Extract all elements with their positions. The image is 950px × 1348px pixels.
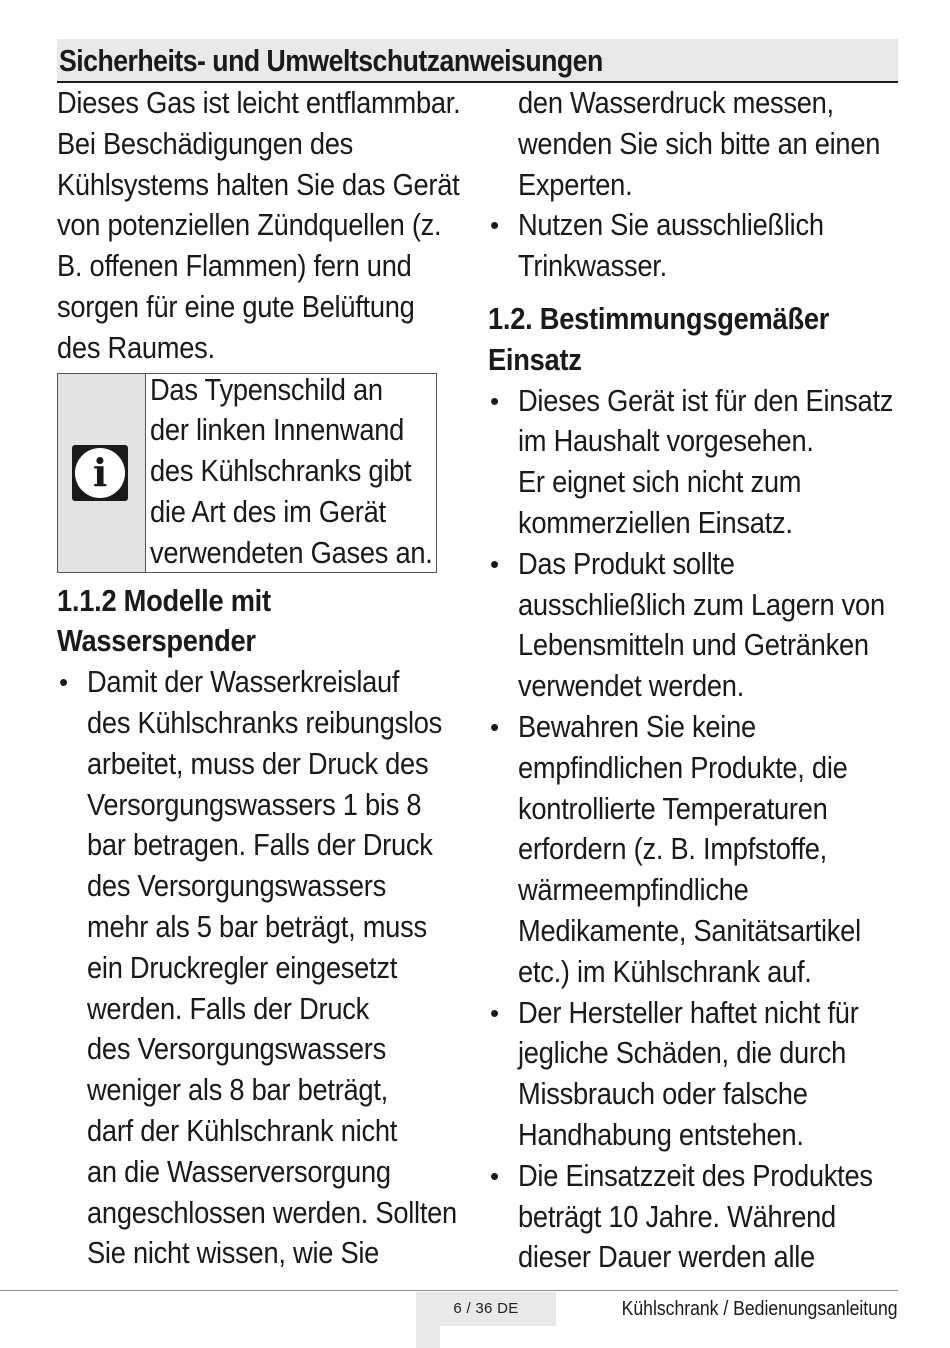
text-line: des Versorgungswassers <box>87 868 386 904</box>
text-line: jegliche Schäden, die durch <box>518 1035 847 1071</box>
page-title: Sicherheits- und Umweltschutzanweisungen <box>59 43 603 78</box>
text-line: von potenziellen Zündquellen (z. <box>57 207 442 243</box>
section-header-bar <box>57 39 898 83</box>
page-tab-stub <box>416 1326 440 1348</box>
text-line: etc.) im Kühlschrank auf. <box>518 953 812 989</box>
text-line: bar betragen. Falls der Druck <box>87 827 433 863</box>
note-line: Das Typenschild an <box>150 371 383 407</box>
note-line: des Kühlschranks gibt <box>150 453 412 489</box>
text-line: Experten. <box>518 166 633 202</box>
note-line: verwendeten Gases an. <box>150 534 433 570</box>
text-line: an die Wasserversorgung <box>87 1153 391 1189</box>
list-item <box>488 381 908 544</box>
text-line: erfordern (z. B. Impfstoffe, <box>518 831 827 867</box>
text-line: Dieses Gas ist leicht entflammbar. <box>57 85 461 120</box>
text-line: • Bewahren Sie keine <box>518 708 756 744</box>
text-line: den Wasserdruck messen, <box>518 85 834 120</box>
list-item <box>488 707 908 993</box>
left-column <box>57 83 475 1274</box>
text-line: des Raumes. <box>57 329 215 365</box>
text-line: Versorgungswassers 1 bis 8 <box>87 786 422 822</box>
info-icon <box>72 445 128 501</box>
intro-paragraph <box>57 83 475 369</box>
text-line: verwendet werden. <box>518 668 745 704</box>
text-line: weniger als 8 bar beträgt, <box>87 1072 388 1108</box>
text-line: • Das Produkt sollte <box>518 545 735 581</box>
text-line: Lebensmitteln und Getränken <box>518 627 869 663</box>
note-icon-cell <box>58 374 146 572</box>
text-line: • Die Einsatzzeit des Produktes <box>518 1157 873 1193</box>
section-heading-water-dispenser <box>57 581 475 663</box>
text-line: wärmeempfindliche <box>518 872 749 908</box>
text-line: • Damit der Wasserkreislauf <box>87 664 400 700</box>
text-line: werden. Falls der Druck <box>87 990 369 1026</box>
text-line: Kühlsystems halten Sie das Gerät <box>57 166 460 202</box>
footer-manual-title: Kühlschrank / Bedienungsanleitung <box>622 1298 898 1320</box>
text-line: empfindlichen Produkte, die <box>518 749 848 785</box>
text-line: sorgen für eine gute Belüftung <box>57 288 415 324</box>
text-line: ein Druckregler eingesetzt <box>87 949 398 985</box>
note-line: der linken Innenwand <box>150 412 405 448</box>
text-line: des Kühlschranks reibungslos <box>87 704 443 740</box>
text-line: Medikamente, Sanitätsartikel <box>518 912 861 948</box>
text-line: kommerziellen Einsatz. <box>518 504 793 540</box>
text-line: beträgt 10 Jahre. Während <box>518 1198 836 1234</box>
note-text <box>150 370 471 574</box>
text-line: im Haushalt vorgesehen. <box>518 423 814 459</box>
text-line: Missbrauch oder falsche <box>518 1076 808 1112</box>
heading-line: 1.2. Bestimmungsgemäßer <box>488 300 830 336</box>
list-item <box>488 1156 908 1278</box>
info-icon-glyph: i <box>92 449 108 495</box>
text-line: Er eignet sich nicht zum <box>518 464 802 500</box>
text-line: darf der Kühlschrank nicht <box>87 1112 398 1148</box>
list-item <box>488 205 908 287</box>
text-line: Handhabung entstehen. <box>518 1116 804 1152</box>
heading-line: Einsatz <box>488 341 582 377</box>
text-line: wenden Sie sich bitte an einen <box>518 125 881 161</box>
page-number: 6 / 36 DE <box>416 1292 556 1326</box>
list-item <box>488 993 908 1156</box>
text-line: angeschlossen werden. Sollten <box>87 1194 457 1230</box>
text-line: • Der Hersteller haftet nicht für <box>518 994 859 1030</box>
right-column <box>488 83 908 1278</box>
list-item <box>57 662 475 1274</box>
continuation-paragraph <box>488 83 908 205</box>
info-note-box <box>57 373 437 573</box>
footer-divider <box>0 1290 898 1291</box>
text-line: des Versorgungswassers <box>87 1031 386 1067</box>
text-line: Bei Beschädigungen des <box>57 125 354 161</box>
list-item <box>488 544 908 707</box>
text-line: kontrollierte Temperaturen <box>518 790 828 826</box>
heading-line: Wasserspender <box>57 623 256 659</box>
text-line: dieser Dauer werden alle <box>518 1239 815 1275</box>
text-line: mehr als 5 bar beträgt, muss <box>87 908 427 944</box>
text-line: ausschließlich zum Lagern von <box>518 586 885 622</box>
text-line: Trinkwasser. <box>518 248 667 284</box>
text-line: arbeitet, muss der Druck des <box>87 745 429 781</box>
note-line: die Art des im Gerät <box>150 493 386 529</box>
text-line: • Nutzen Sie ausschließlich <box>518 207 824 243</box>
text-line: • Dieses Gerät ist für den Einsatz <box>518 382 894 418</box>
section-heading-intended-use <box>488 299 908 381</box>
text-line: B. offenen Flammen) fern und <box>57 248 412 284</box>
text-line: Sie nicht wissen, wie Sie <box>87 1235 380 1271</box>
heading-line: 1.1.2 Modelle mit <box>57 582 271 618</box>
